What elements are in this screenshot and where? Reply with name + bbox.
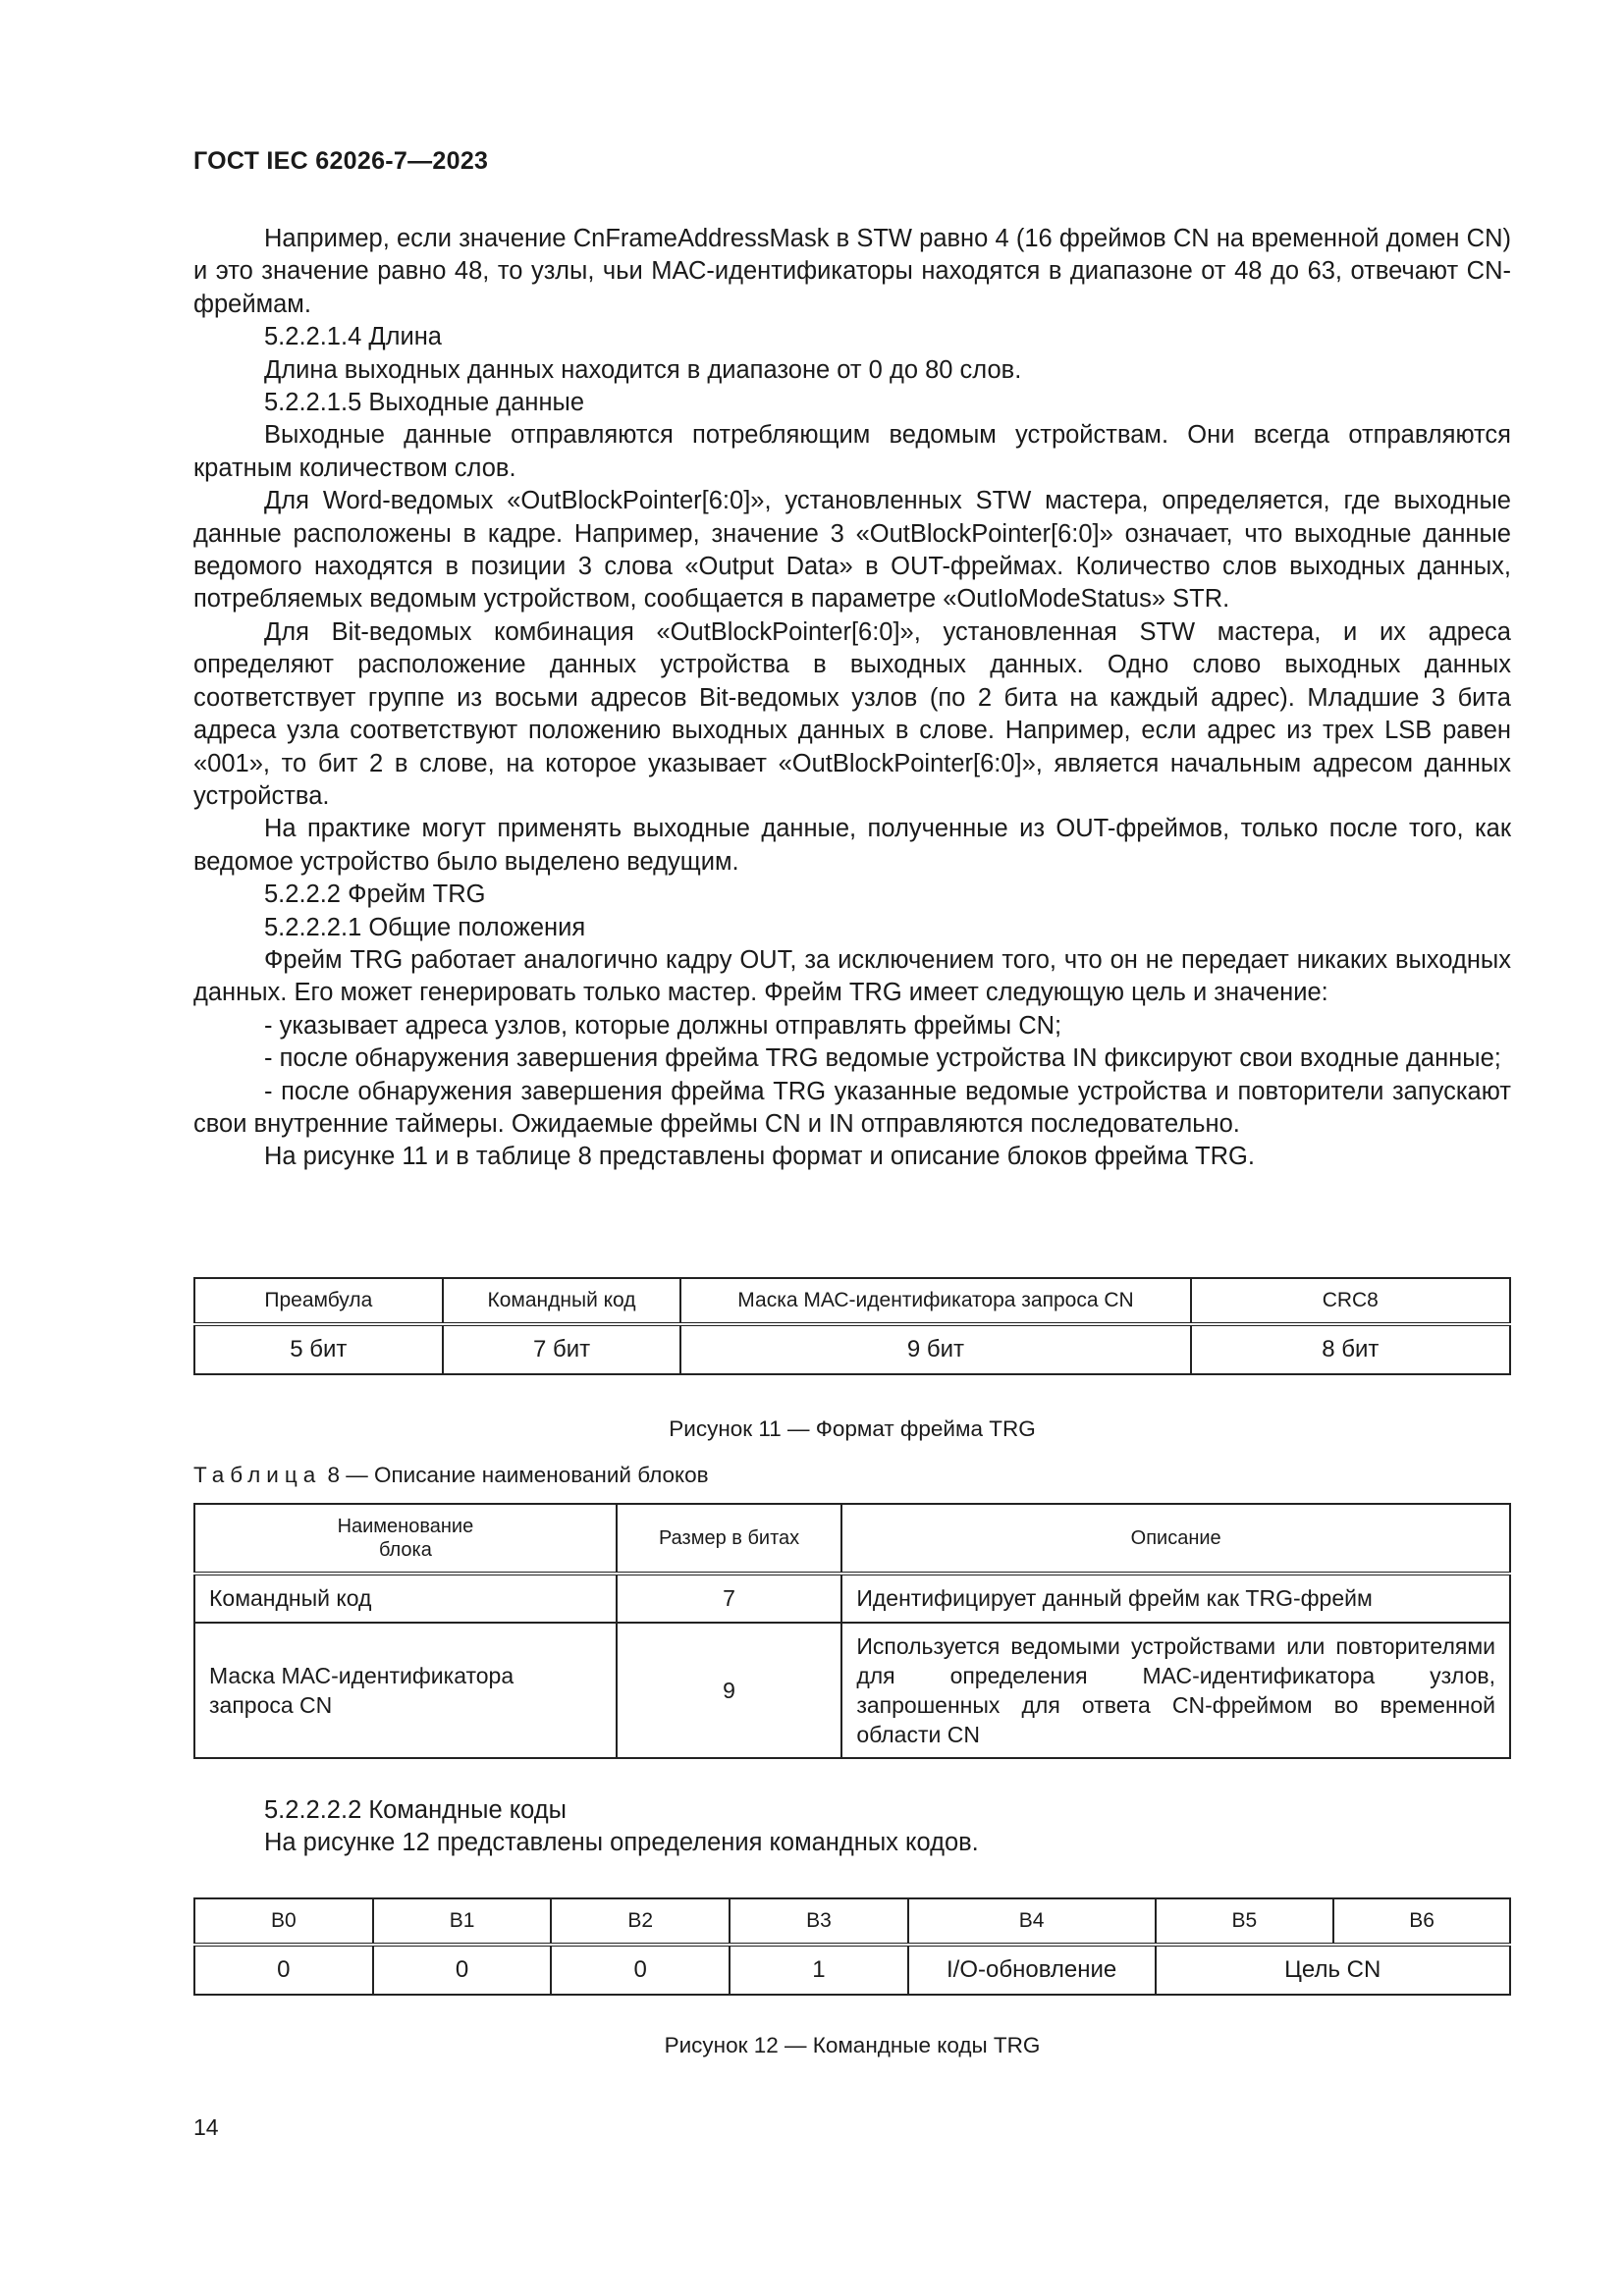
paragraph: Длина выходных данных находится в диапазоне от 0 до 80 слов. xyxy=(264,355,1022,384)
block-name-cell xyxy=(194,1623,617,1758)
description-cell: Используется ведомыми устройствами или повторителями для определения МАС-идентификатора узлов, запрошенных для ответа CN-фреймом во временной области CN xyxy=(841,1623,1510,1758)
field-header: Преамбула xyxy=(194,1278,443,1324)
bit-header: B6 xyxy=(1333,1898,1510,1945)
body-text-2 xyxy=(193,1794,1511,1860)
column-header: Размер в битах xyxy=(617,1504,842,1574)
list-item: - указывает адреса узлов, которые должны отправлять фреймы CN; xyxy=(264,1011,1062,1040)
field-header: CRC8 xyxy=(1191,1278,1510,1324)
bit-header: B1 xyxy=(373,1898,552,1945)
paragraph: Для Bit-ведомых комбинация «OutBlockPointer[6:0]», установленная STW мастера, и их адреса определяют расположение данных устройства в выходных данных. Одно слово выходных данных соответствует группе из восьми адресов Bit-ведомых узлов (по 2 бита на каждый адрес). Младшие 3 бита адреса узла соответствуют положению выходных данных в слове. Например, если адрес из трех LSB равен «001», то бит 2 в слове, на которое указывает «OutBlockPointer[6:0]», является начальным адресом данных устройства. xyxy=(193,617,1511,810)
paragraph: На рисунке 11 и в таблице 8 представлены формат и описание блоков фрейма TRG. xyxy=(264,1143,1255,1171)
figure-12-command-codes xyxy=(193,1897,1511,1996)
paragraph: Для Word-ведомых «OutBlockPointer[6:0]», установленных STW мастера, определяется, где выходные данные расположены в кадре. Например, значение 3 «OutBlockPointer[6:0]» означает, что выходные данные ведомого находятся в позиции 3 слова «Output Data» в OUT-фреймах. Количество слов выходных данных, потребляемых ведомым устройством, сообщается в параметре «OutIoModeStatus» STR. xyxy=(193,487,1511,614)
body-text xyxy=(193,223,1511,1174)
paragraph: На практике могут применять выходные данные, полученные из OUT-фреймов, только после того, как ведомое устройство было выделено ведущим. xyxy=(193,815,1511,876)
field-size: 8 бит xyxy=(1191,1324,1510,1374)
field-header: Командный код xyxy=(443,1278,681,1324)
bit-value: Цель CN xyxy=(1156,1945,1510,1995)
page-number: 14 xyxy=(193,2114,219,2140)
table-8-title xyxy=(193,1463,709,1488)
field-size: 7 бит xyxy=(443,1324,681,1374)
field-size: 9 бит xyxy=(680,1324,1190,1374)
bit-header: B5 xyxy=(1156,1898,1334,1945)
block-name-cell: Командный код xyxy=(194,1574,617,1623)
paragraph: Фрейм TRG работает аналогично кадру OUT, за исключением того, что он не передает никаких выходных данных. Его может генерировать только мастер. Фрейм TRG имеет следующую цель и значение: xyxy=(193,945,1511,1007)
document-code: ГОСТ IEC 62026-7—2023 xyxy=(193,147,489,175)
bit-header: B2 xyxy=(551,1898,730,1945)
figure-11-caption: Рисунок 11 — Формат фрейма TRG xyxy=(669,1416,1036,1441)
paragraph: Выходные данные отправляются потребляющим ведомым устройствам. Они всегда отправляются кратным количеством слов. xyxy=(193,421,1511,482)
table-8-block-descriptions xyxy=(193,1503,1511,1759)
section-heading: 5.2.2.2 Фрейм TRG xyxy=(264,881,486,909)
column-header-text: Наименование блока xyxy=(337,1516,474,1561)
section-heading: 5.2.2.2.1 Общие положения xyxy=(264,913,586,941)
bit-size-cell: 7 xyxy=(617,1574,842,1623)
bit-value: 0 xyxy=(373,1945,552,1995)
paragraph: Например, если значение CnFrameAddressMask в STW равно 4 (16 фреймов CN на временной домен CN) и это значение равно 48, то узлы, чьи МАС-идентификаторы находятся в диапазоне от 48 до 63, отвечают CN-фреймам. xyxy=(193,225,1511,318)
bit-value: 1 xyxy=(730,1945,908,1995)
bit-value: 0 xyxy=(551,1945,730,1995)
column-header xyxy=(194,1504,617,1574)
figure-12-caption: Рисунок 12 — Командные коды TRG xyxy=(664,2033,1041,2057)
list-item: - после обнаружения завершения фрейма TRG ведомые устройства IN фиксируют свои входные данные; xyxy=(264,1044,1501,1073)
block-name-text: Маска МАС-идентификатора запроса CN xyxy=(209,1663,514,1718)
bit-header: B3 xyxy=(730,1898,908,1945)
field-header: Маска МАС-идентификатора запроса CN xyxy=(680,1278,1190,1324)
bit-value: 0 xyxy=(194,1945,373,1995)
paragraph: На рисунке 12 представлены определения командных кодов. xyxy=(264,1829,979,1857)
bit-header: B4 xyxy=(908,1898,1156,1945)
list-item: - после обнаружения завершения фрейма TRG указанные ведомые устройства и повторители запускают свои внутренние таймеры. Ожидаемые фреймы CN и IN отправляются последовательно. xyxy=(193,1077,1511,1138)
section-heading: 5.2.2.1.4 Длина xyxy=(264,323,442,351)
figure-11-frame-format xyxy=(193,1277,1511,1375)
column-header: Описание xyxy=(841,1504,1510,1574)
bit-header: B0 xyxy=(194,1898,373,1945)
section-heading: 5.2.2.2.2 Командные коды xyxy=(264,1796,567,1824)
section-heading: 5.2.2.1.5 Выходные данные xyxy=(264,389,585,417)
description-cell: Идентифицирует данный фрейм как TRG-фрейм xyxy=(841,1574,1510,1623)
table-title-text: 8 — Описание наименований блоков xyxy=(321,1463,709,1487)
bit-value: I/O-обновление xyxy=(908,1945,1156,1995)
field-size: 5 бит xyxy=(194,1324,443,1374)
bit-size-cell: 9 xyxy=(617,1623,842,1758)
table-title-prefix: Таблица xyxy=(193,1463,322,1487)
